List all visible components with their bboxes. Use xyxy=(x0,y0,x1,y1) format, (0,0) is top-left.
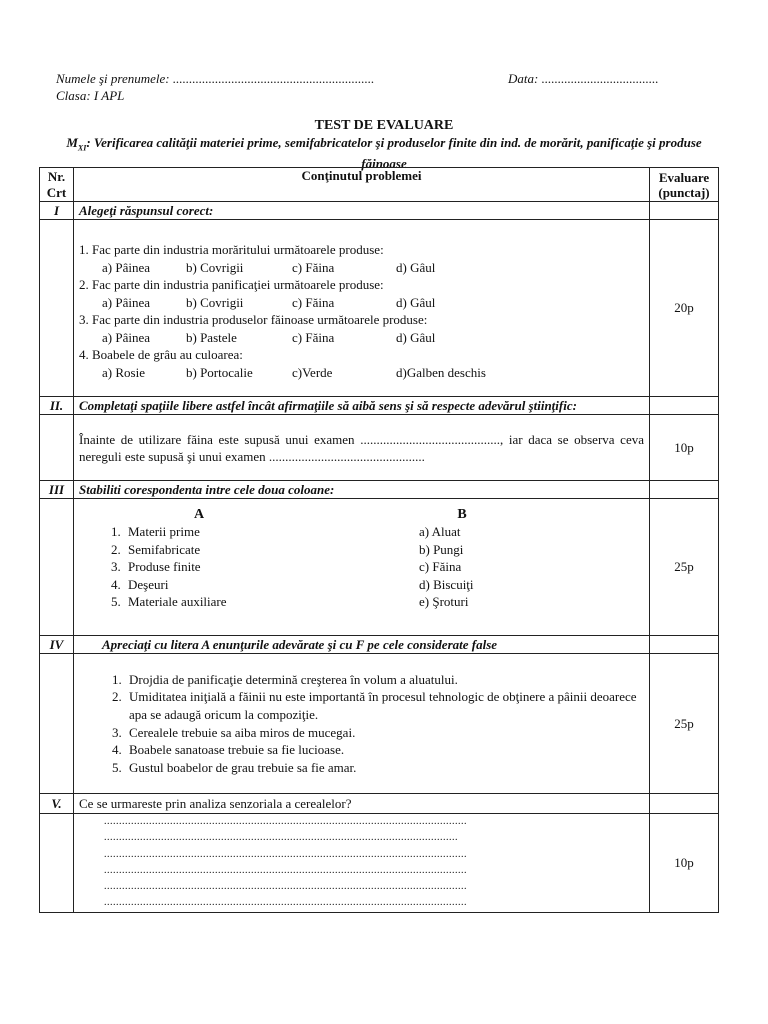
section-1-body-row xyxy=(40,220,719,397)
answer-line[interactable]: ......................................................................................................................... xyxy=(104,848,467,860)
column-a-item: 5. Materiale auxiliare xyxy=(124,593,419,611)
section-5-answer-area[interactable] xyxy=(74,814,650,913)
section-3-heading-row xyxy=(40,481,719,499)
name-label: Numele şi prenumele: xyxy=(56,71,170,86)
section-3-body-row xyxy=(40,499,719,636)
question-4 xyxy=(79,346,644,381)
section-2-heading-row xyxy=(40,397,719,415)
date-blank[interactable]: .................................... xyxy=(541,71,659,86)
option-c[interactable]: c) Făina xyxy=(292,294,335,310)
section-1-questions xyxy=(74,220,650,397)
question-1 xyxy=(79,241,644,276)
section-1-body-nr xyxy=(40,220,74,397)
option-b[interactable]: b) Covrigii xyxy=(186,259,244,275)
statement-list xyxy=(79,671,644,777)
column-b-list xyxy=(419,523,619,611)
question-4-text: 4. Boabele de grâu au culoarea: xyxy=(79,347,243,362)
option-c[interactable]: c) Făina xyxy=(292,259,335,275)
section-5-heading-row xyxy=(40,794,719,814)
option-d[interactable]: d)Galben deschis xyxy=(396,364,486,380)
module-letter: M xyxy=(66,135,78,150)
section-4-statements xyxy=(74,654,650,794)
section-1-number: I xyxy=(40,202,74,220)
column-a-item: 4. Deşeuri xyxy=(124,576,419,594)
option-a[interactable]: a) Pâinea xyxy=(102,259,151,275)
question-1-options xyxy=(79,259,644,277)
answer-line[interactable]: ......................................................................................................................... xyxy=(104,864,467,876)
section-2-fill-in-text[interactable]: Înainte de utilizare făina este supusă unui examen ..........................................., iar daca se observa ceva nereguli este supusă şi unui examen ................................................ xyxy=(74,415,650,481)
section-2-body-row xyxy=(40,415,719,481)
option-a[interactable]: a) Rosie xyxy=(102,364,145,380)
section-3-heading-eval xyxy=(650,481,719,499)
question-3-text: 3. Fac parte din industria produselor făinoase următoarele produse: xyxy=(79,312,428,327)
option-b[interactable]: b) Pastele xyxy=(186,329,237,345)
section-1-points: 20p xyxy=(650,220,719,397)
matching-columns xyxy=(79,507,644,611)
name-field xyxy=(56,71,374,87)
question-4-options xyxy=(79,364,644,382)
section-4-points: 25p xyxy=(650,654,719,794)
question-2-options xyxy=(79,294,644,312)
question-1-text: 1. Fac parte din industria morăritului următoarele produse: xyxy=(79,242,384,257)
section-2-heading: Completaţi spaţiile libere astfel încât afirmaţiile să aibă sens şi să respecte adevărul ştiinţific: xyxy=(74,397,650,415)
section-5-heading-eval xyxy=(650,794,719,814)
statement-item: 2. Umiditatea iniţială a făinii nu este importantă în procesul tehnologic de obţinere a pâinii deoarece apa se adaugă oricum la compoziţie. xyxy=(125,688,644,723)
section-4-heading-eval xyxy=(650,636,719,654)
column-b-item: d) Biscuiţi xyxy=(419,576,474,592)
column-a-list xyxy=(79,523,419,611)
answer-line[interactable]: ...................................................................................................................... xyxy=(104,832,458,844)
section-5-number: V. xyxy=(40,794,74,814)
option-d[interactable]: d) Gâul xyxy=(396,294,436,310)
option-b[interactable]: b) Covrigii xyxy=(186,294,244,310)
section-2-heading-eval xyxy=(650,397,719,415)
section-5-body-nr xyxy=(40,814,74,913)
column-a-item: 3. Produse finite xyxy=(124,558,419,576)
section-3-number: III xyxy=(40,481,74,499)
module-number: XI xyxy=(77,143,87,153)
section-5-points: 10p xyxy=(650,814,719,913)
section-4-heading: Apreciaţi cu litera A enunţurile adevărate şi cu F pe cele considerate false xyxy=(74,636,650,654)
column-b-item: b) Pungi xyxy=(419,541,464,557)
column-b-item: c) Făina xyxy=(419,559,462,575)
answer-line[interactable]: ......................................................................................................................... xyxy=(104,897,467,909)
section-4-heading-row xyxy=(40,636,719,654)
column-b xyxy=(419,507,619,611)
section-4-number: IV xyxy=(40,636,74,654)
option-a[interactable]: a) Pâinea xyxy=(102,329,151,345)
option-d[interactable]: d) Gâul xyxy=(396,329,436,345)
section-3-matching xyxy=(74,499,650,636)
subtitle-text: : Verificarea calităţii materiei prime, semifabricatelor şi produselor finite din ind. de morărit, panificaţie şi produse făinoase xyxy=(86,135,702,171)
test-title: TEST DE EVALUARE xyxy=(314,118,454,133)
column-a-item: 2. Semifabricate xyxy=(124,541,419,559)
col-nr-header: Nr. Crt xyxy=(40,168,74,202)
section-3-body-nr xyxy=(40,499,74,636)
section-3-heading: Stabiliti corespondenta intre cele doua coloane: xyxy=(74,481,650,499)
statement-item: 4. Boabele sanatoase trebuie sa fie lucioase. xyxy=(125,741,644,759)
answer-line[interactable]: ......................................................................................................................... xyxy=(104,881,467,893)
section-3-points: 25p xyxy=(650,499,719,636)
section-4-body-nr xyxy=(40,654,74,794)
option-c[interactable]: c)Verde xyxy=(292,364,333,380)
option-a[interactable]: a) Pâinea xyxy=(102,294,151,310)
section-2-body-nr xyxy=(40,415,74,481)
statement-item: 3. Cerealele trebuie sa aiba miros de mucegai. xyxy=(125,724,644,742)
name-blank[interactable]: .............................................................. xyxy=(172,71,375,86)
column-a xyxy=(79,507,419,611)
section-2-number: II. xyxy=(40,397,74,415)
statement-item: 5. Gustul boabelor de grau trebuie sa fie amar. xyxy=(125,759,644,777)
column-a-title: A xyxy=(193,507,205,522)
date-label: Data: xyxy=(508,71,539,86)
option-d[interactable]: d) Gâul xyxy=(396,259,436,275)
section-2-points: 10p xyxy=(650,415,719,481)
question-2-text: 2. Fac parte din industria panificaţiei următoarele produse: xyxy=(79,277,384,292)
column-b-item: a) Aluat xyxy=(419,524,461,539)
section-1-heading: Alegeţi răspunsul corect: xyxy=(74,202,650,220)
column-a-item: 1. Materii prime xyxy=(124,523,419,541)
class-label: Clasa: I APL xyxy=(56,88,125,103)
question-3 xyxy=(79,311,644,346)
statement-item: 1. Drojdia de panificaţie determină creşterea în volum a aluatului. xyxy=(125,671,644,689)
evaluation-table xyxy=(39,167,719,913)
date-field xyxy=(508,71,659,87)
section-5-body-row xyxy=(40,814,719,913)
option-c[interactable]: c) Făina xyxy=(292,329,335,345)
section-5-question: Ce se urmareste prin analiza senzoriala a cerealelor? xyxy=(74,794,650,814)
section-1-heading-row xyxy=(40,202,719,220)
question-2 xyxy=(79,276,644,311)
answer-line[interactable]: ......................................................................................................................... xyxy=(104,816,467,827)
section-4-body-row xyxy=(40,654,719,794)
question-3-options xyxy=(79,329,644,347)
option-b[interactable]: b) Portocalie xyxy=(186,364,253,380)
column-b-title: B xyxy=(457,507,467,522)
test-subtitle xyxy=(60,135,708,171)
col-eval-header: Evaluare (punctaj) xyxy=(650,168,719,202)
col-content-header: Conţinutul problemei xyxy=(74,168,650,202)
table-header-row xyxy=(40,168,719,202)
column-b-item: e) Şroturi xyxy=(419,594,469,610)
section-1-heading-eval xyxy=(650,202,719,220)
